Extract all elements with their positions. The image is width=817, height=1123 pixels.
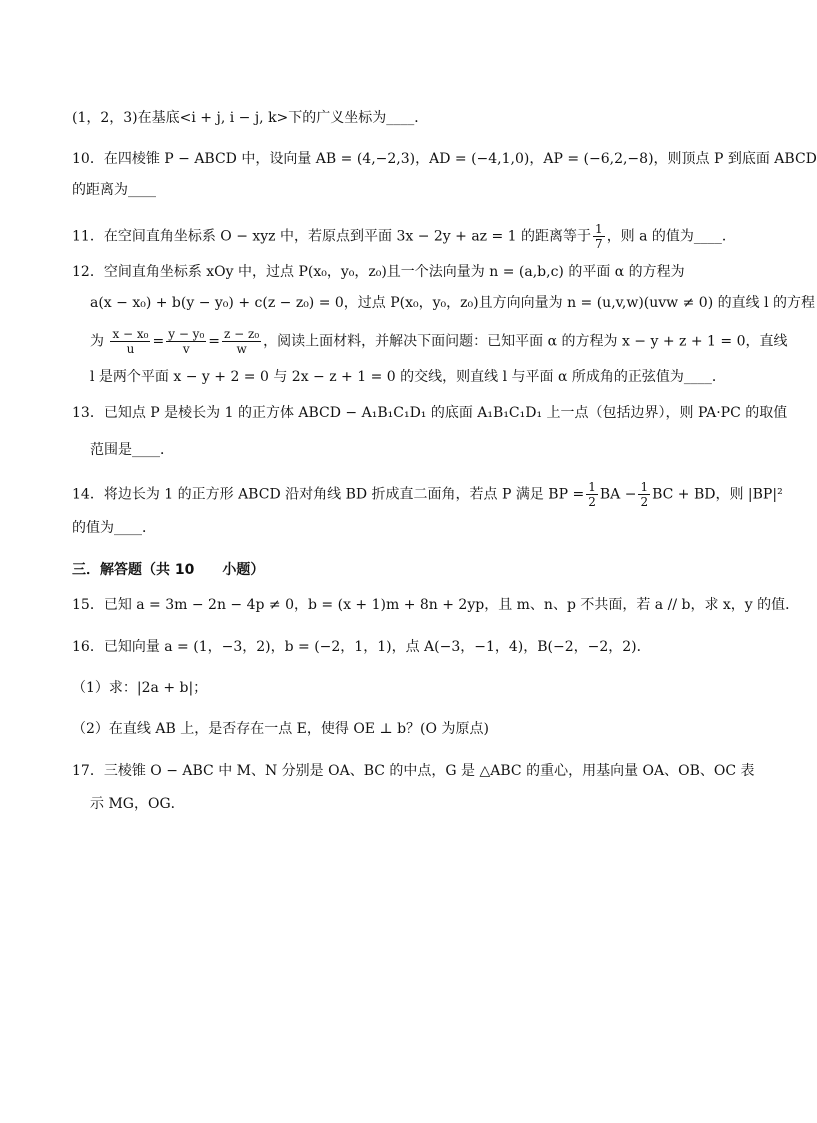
question-13-line-1: 13．已知点 P 是棱长为 1 的正方体 ABCD − A₁B₁C₁D₁ 的底面 A₁B₁C₁D₁ 上一点（包括边界），则 PA·PC 的取值 <box>72 405 788 421</box>
fraction-numerator: z − z₀ <box>224 327 260 341</box>
question-12-line-2: a(x − x₀) + b(y − y₀) + c(z − z₀) = 0，过点 P(x₀，y₀，z₀)且方向向量为 n = (u,v,w)(uvw ≠ 0) 的直线 l 的方程 <box>90 295 815 311</box>
fraction-numerator: y − y₀ <box>168 327 205 341</box>
question-14-fraction-1 <box>586 480 598 509</box>
question-14-line-1 <box>72 480 783 509</box>
question-14-mid: BA − <box>599 486 637 503</box>
question-12-line-4: l 是两个平面 x − y + 2 = 0 与 2x − z + 1 = 0 的交线，则直线 l 与平面 α 所成角的正弦值为____． <box>90 369 726 385</box>
section-3-title: 三．解答题（共 10 小题） <box>72 562 265 578</box>
question-16-part-2: （2）在直线 AB 上，是否存在一点 E，使得 OE ⊥ b？(O 为原点) <box>72 721 489 737</box>
fraction-numerator: 1 <box>588 480 596 494</box>
fraction-denominator: v <box>182 342 190 356</box>
question-17-line-1: 17．三棱锥 O − ABC 中 M、N 分别是 OA、BC 的中点，G 是 △ABC 的重心，用基向量 OA、OB、OC 表 <box>72 763 755 779</box>
question-11-text: 11．在空间直角坐标系 O − xyz 中，若原点到平面 3x − 2y + az = 1 的距离等于 <box>72 228 592 245</box>
question-12-line-1: 12．空间直角坐标系 xOy 中，过点 P(x₀，y₀，z₀)且一个法向量为 n = (a,b,c) 的平面 α 的方程为 <box>72 264 685 280</box>
question-16-line-1: 16．已知向量 a = (1，−3，2)，b = (−2，1，1)，点 A(−3，−1，4)，B(−2，−2，2)． <box>72 639 651 655</box>
question-12-line-3-prefix: 为 <box>90 333 104 350</box>
question-17-line-2: 示 MG，OG． <box>90 796 185 812</box>
question-16-part-1: （1）求：|2a + b|； <box>72 680 208 696</box>
fraction-numerator: 1 <box>640 480 649 494</box>
question-12-line-3: 为 $\frac{\text{x − x₀}}{u}$ = $\frac{\text{y − y₀}}{v}$ = $\frac{\text{z − z₀}}{w}$ ，阅读上面材料，并解决下面问题：已知平面 α 的方程为 x − y + z + 1 = 0，直线 <box>90 327 788 356</box>
fraction-denominator: w <box>236 342 247 356</box>
question-15: 15．已知 a = 3m − 2n − 4p ≠ 0，b = (x + 1)m + 8n + 2yp，且 m、n、p 不共面，若 a // b，求 x，y 的值． <box>72 597 800 613</box>
question-10-line-2: 的距离为____ <box>72 182 156 198</box>
question-14-text-a: 14．将边长为 1 的正方形 ABCD 沿对角线 BD 折成直二面角，若点 P 满足 BP = <box>72 486 585 503</box>
fraction-denominator: 2 <box>640 495 649 509</box>
fraction-numerator: x − x₀ <box>112 327 149 341</box>
fraction-denominator: u <box>126 342 135 356</box>
question-10-line-1: 10．在四棱锥 P − ABCD 中，设向量 AB = (4,−2,3)，AD = (−4,1,0)，AP = (−6,2,−8)，则顶点 P 到底面 ABCD <box>72 151 817 167</box>
line-equation-fraction-x <box>110 327 150 356</box>
fraction-denominator: 2 <box>588 495 596 509</box>
question-14-text-b: BC + BD，则 |BP|² <box>652 486 783 503</box>
question-11-fraction <box>593 222 605 251</box>
question-11-tail: ，则 a 的值为____． <box>606 228 736 245</box>
fraction-denominator: 7 <box>595 237 603 251</box>
question-14-fraction-2 <box>638 480 650 509</box>
question-12-line-3-tail: ，阅读上面材料，并解决下面问题：已知平面 α 的方程为 x − y + z + 1 = 0，直线 <box>263 333 788 350</box>
question-9-continuation: (1，2，3)在基底<i + j, i − j, k>下的广义坐标为____． <box>72 110 429 126</box>
question-11 <box>72 222 736 251</box>
question-14-line-2: 的值为____． <box>72 520 156 536</box>
question-13-line-2: 范围是____． <box>90 442 174 458</box>
line-equation-fraction-y <box>166 327 206 356</box>
fraction-numerator: 1 <box>595 222 603 236</box>
line-equation-fraction-z <box>222 327 261 356</box>
